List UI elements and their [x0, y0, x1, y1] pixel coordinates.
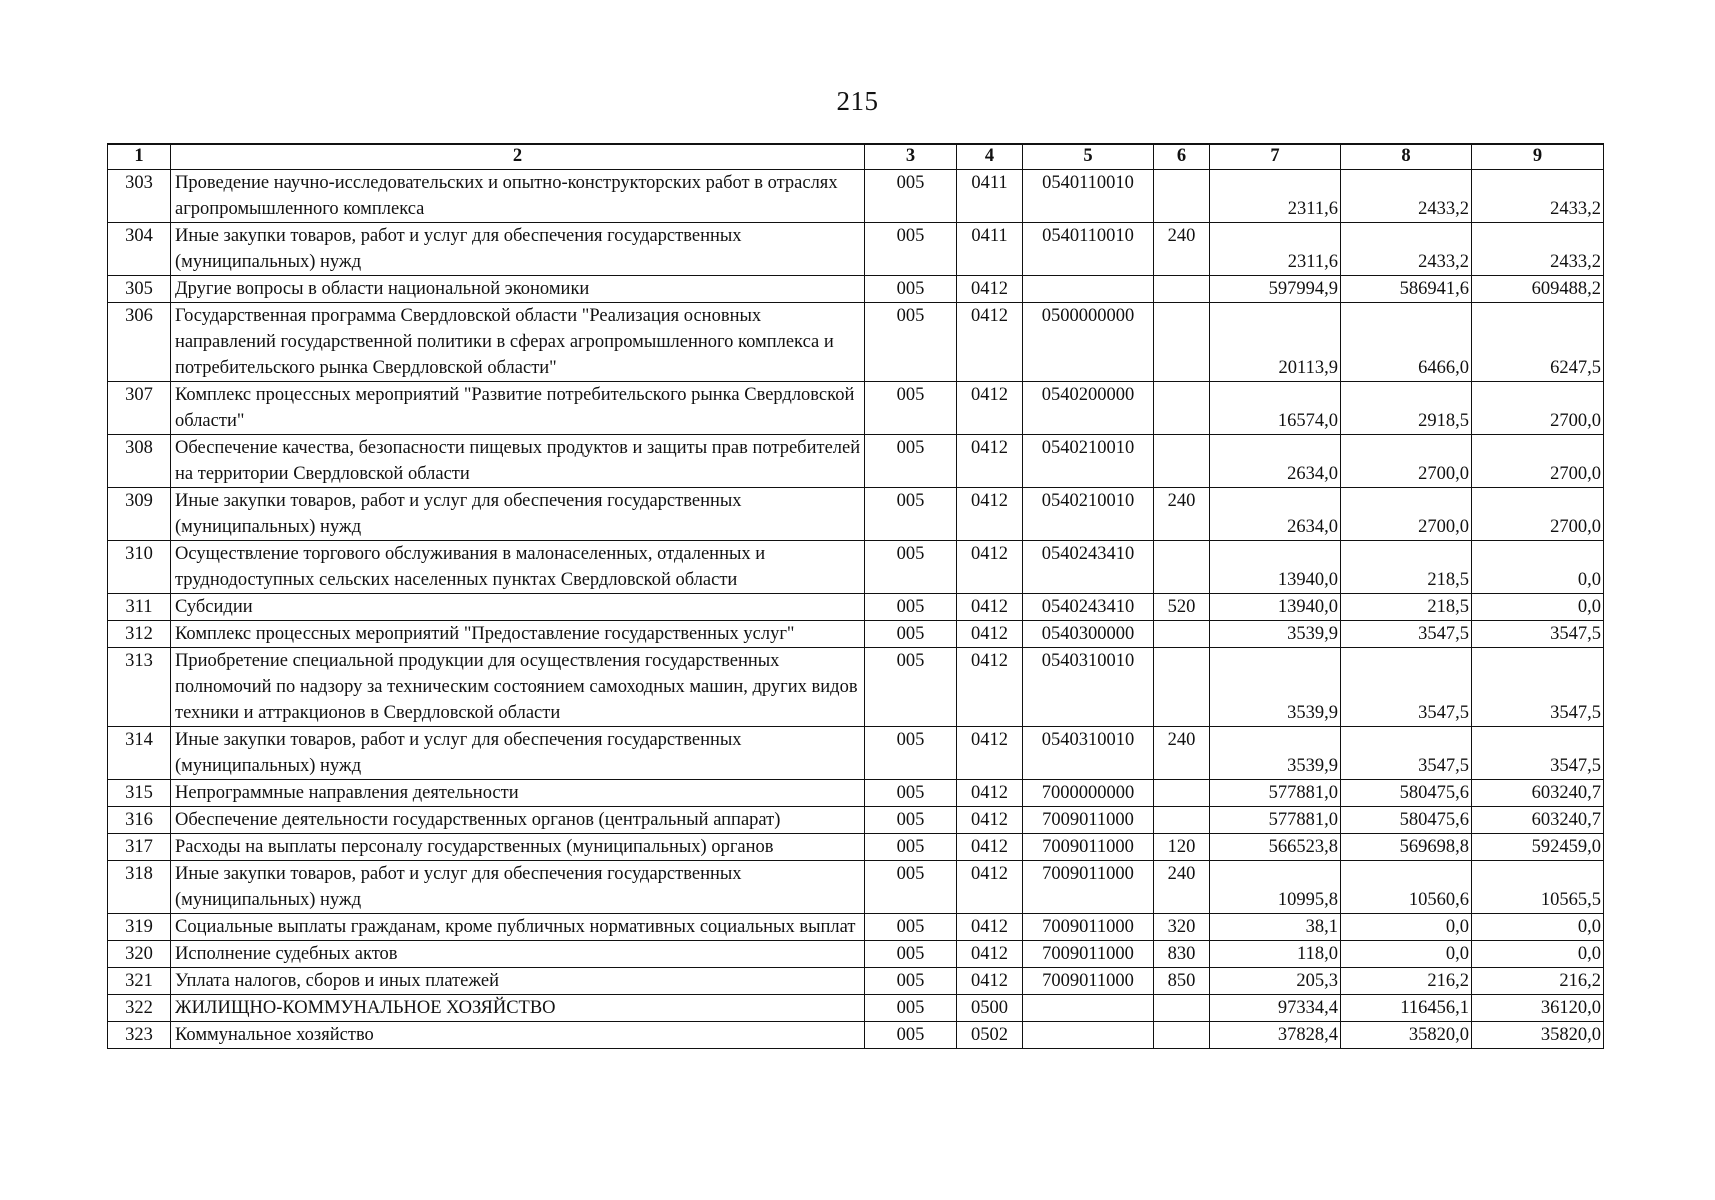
header-col-4: 4: [957, 144, 1023, 170]
table-row: [108, 435, 1604, 488]
row-col7-amount: 13940,0: [1210, 594, 1341, 621]
row-name-cell: Иные закупки товаров, работ и услуг для обеспечения государственных (муниципальных) нужд: [171, 488, 865, 541]
row-col6-cell: [1154, 303, 1210, 382]
row-number-cell: 306: [108, 303, 171, 382]
row-number-cell: 314: [108, 727, 171, 780]
row-number-cell: 316: [108, 807, 171, 834]
row-col5-cell: 0540110010: [1023, 170, 1154, 223]
row-number-cell: 308: [108, 435, 171, 488]
row-col3-cell: 005: [865, 780, 957, 807]
row-col4-cell: 0412: [957, 594, 1023, 621]
row-col3-cell: 005: [865, 303, 957, 382]
row-col9-amount: 0,0: [1472, 594, 1604, 621]
row-col3-cell: 005: [865, 382, 957, 435]
row-col4-cell: 0500: [957, 995, 1023, 1022]
row-col8-amount: 3547,5: [1341, 621, 1472, 648]
row-col7-amount: 205,3: [1210, 968, 1341, 995]
table-row: [108, 968, 1604, 995]
row-col5-cell: 7009011000: [1023, 861, 1154, 914]
table-row: [108, 303, 1604, 382]
header-col-7: 7: [1210, 144, 1341, 170]
row-col6-cell: [1154, 780, 1210, 807]
table-row: [108, 170, 1604, 223]
row-col6-cell: 240: [1154, 861, 1210, 914]
row-col6-cell: [1154, 648, 1210, 727]
row-col9-amount: 2433,2: [1472, 223, 1604, 276]
row-col8-amount: 6466,0: [1341, 303, 1472, 382]
row-col4-cell: 0412: [957, 382, 1023, 435]
row-number-cell: 315: [108, 780, 171, 807]
row-number-cell: 303: [108, 170, 171, 223]
row-col9-amount: 216,2: [1472, 968, 1604, 995]
row-col5-cell: 0540200000: [1023, 382, 1154, 435]
row-col9-amount: 2433,2: [1472, 170, 1604, 223]
row-col9-amount: 3547,5: [1472, 727, 1604, 780]
row-col4-cell: 0502: [957, 1022, 1023, 1049]
row-col3-cell: 005: [865, 834, 957, 861]
header-col-9: 9: [1472, 144, 1604, 170]
row-number-cell: 311: [108, 594, 171, 621]
row-col8-amount: 2433,2: [1341, 170, 1472, 223]
table-row: [108, 594, 1604, 621]
row-col3-cell: 005: [865, 488, 957, 541]
row-col3-cell: 005: [865, 914, 957, 941]
row-col3-cell: 005: [865, 1022, 957, 1049]
row-col7-amount: 566523,8: [1210, 834, 1341, 861]
row-name-cell: Коммунальное хозяйство: [171, 1022, 865, 1049]
row-col8-amount: 0,0: [1341, 914, 1472, 941]
row-col6-cell: [1154, 1022, 1210, 1049]
row-col8-amount: 580475,6: [1341, 780, 1472, 807]
row-name-cell: Расходы на выплаты персоналу государственных (муниципальных) органов: [171, 834, 865, 861]
row-col9-amount: 0,0: [1472, 941, 1604, 968]
table-row: [108, 861, 1604, 914]
row-col4-cell: 0412: [957, 648, 1023, 727]
header-col-8: 8: [1341, 144, 1472, 170]
row-col5-cell: 0500000000: [1023, 303, 1154, 382]
row-col5-cell: 0540243410: [1023, 541, 1154, 594]
row-number-cell: 317: [108, 834, 171, 861]
row-col4-cell: 0411: [957, 223, 1023, 276]
row-col6-cell: [1154, 435, 1210, 488]
row-col9-amount: 2700,0: [1472, 488, 1604, 541]
row-col6-cell: [1154, 807, 1210, 834]
row-name-cell: Непрограммные направления деятельности: [171, 780, 865, 807]
row-col3-cell: 005: [865, 223, 957, 276]
row-name-cell: Другие вопросы в области национальной экономики: [171, 276, 865, 303]
row-col9-amount: 35820,0: [1472, 1022, 1604, 1049]
row-col6-cell: 830: [1154, 941, 1210, 968]
row-col4-cell: 0412: [957, 303, 1023, 382]
row-col7-amount: 13940,0: [1210, 541, 1341, 594]
row-number-cell: 305: [108, 276, 171, 303]
row-col4-cell: 0412: [957, 488, 1023, 541]
row-col9-amount: 3547,5: [1472, 621, 1604, 648]
page-number: 215: [836, 86, 879, 116]
row-col6-cell: 240: [1154, 727, 1210, 780]
row-name-cell: Осуществление торгового обслуживания в малонаселенных, отдаленных и труднодоступных сельских населенных пунктах Свердловской области: [171, 541, 865, 594]
row-name-cell: Комплекс процессных мероприятий "Развитие потребительского рынка Свердловской области": [171, 382, 865, 435]
row-col4-cell: 0411: [957, 170, 1023, 223]
row-col6-cell: 520: [1154, 594, 1210, 621]
row-name-cell: ЖИЛИЩНО-КОММУНАЛЬНОЕ ХОЗЯЙСТВО: [171, 995, 865, 1022]
row-number-cell: 307: [108, 382, 171, 435]
row-col3-cell: 005: [865, 541, 957, 594]
row-col9-amount: 3547,5: [1472, 648, 1604, 727]
row-name-cell: Иные закупки товаров, работ и услуг для обеспечения государственных (муниципальных) нужд: [171, 861, 865, 914]
row-col4-cell: 0412: [957, 834, 1023, 861]
row-col4-cell: 0412: [957, 276, 1023, 303]
row-col9-amount: 36120,0: [1472, 995, 1604, 1022]
row-col8-amount: 2700,0: [1341, 435, 1472, 488]
table-body: [108, 170, 1604, 1049]
row-col5-cell: [1023, 1022, 1154, 1049]
row-col9-amount: 603240,7: [1472, 780, 1604, 807]
row-col4-cell: 0412: [957, 727, 1023, 780]
row-name-cell: Комплекс процессных мероприятий "Предоставление государственных услуг": [171, 621, 865, 648]
row-number-cell: 309: [108, 488, 171, 541]
table-row: [108, 648, 1604, 727]
row-col4-cell: 0412: [957, 435, 1023, 488]
row-number-cell: 321: [108, 968, 171, 995]
row-number-cell: 322: [108, 995, 171, 1022]
row-col5-cell: 7009011000: [1023, 968, 1154, 995]
row-col6-cell: [1154, 621, 1210, 648]
row-number-cell: 319: [108, 914, 171, 941]
row-col8-amount: 218,5: [1341, 594, 1472, 621]
row-col4-cell: 0412: [957, 968, 1023, 995]
row-name-cell: Иные закупки товаров, работ и услуг для обеспечения государственных (муниципальных) нужд: [171, 223, 865, 276]
row-col3-cell: 005: [865, 594, 957, 621]
row-col3-cell: 005: [865, 621, 957, 648]
row-col7-amount: 2634,0: [1210, 488, 1341, 541]
row-col8-amount: 3547,5: [1341, 727, 1472, 780]
row-name-cell: Субсидии: [171, 594, 865, 621]
row-col3-cell: 005: [865, 968, 957, 995]
row-col8-amount: 216,2: [1341, 968, 1472, 995]
row-col5-cell: 7009011000: [1023, 807, 1154, 834]
row-col4-cell: 0412: [957, 541, 1023, 594]
row-col9-amount: 0,0: [1472, 541, 1604, 594]
row-col3-cell: 005: [865, 435, 957, 488]
row-name-cell: Исполнение судебных актов: [171, 941, 865, 968]
row-col6-cell: [1154, 995, 1210, 1022]
row-col7-amount: 597994,9: [1210, 276, 1341, 303]
row-number-cell: 310: [108, 541, 171, 594]
row-col6-cell: 850: [1154, 968, 1210, 995]
table-row: [108, 727, 1604, 780]
row-col7-amount: 37828,4: [1210, 1022, 1341, 1049]
row-col4-cell: 0412: [957, 941, 1023, 968]
header-col-3: 3: [865, 144, 957, 170]
row-col9-amount: 592459,0: [1472, 834, 1604, 861]
row-col8-amount: 2433,2: [1341, 223, 1472, 276]
row-number-cell: 320: [108, 941, 171, 968]
row-col3-cell: 005: [865, 170, 957, 223]
header-col-5: 5: [1023, 144, 1154, 170]
row-col7-amount: 16574,0: [1210, 382, 1341, 435]
row-col3-cell: 005: [865, 995, 957, 1022]
row-col7-amount: 3539,9: [1210, 648, 1341, 727]
row-number-cell: 323: [108, 1022, 171, 1049]
table-row: [108, 834, 1604, 861]
row-col7-amount: 2311,6: [1210, 170, 1341, 223]
row-col4-cell: 0412: [957, 621, 1023, 648]
table-row: [108, 223, 1604, 276]
row-col6-cell: [1154, 276, 1210, 303]
row-col3-cell: 005: [865, 276, 957, 303]
row-col7-amount: 2634,0: [1210, 435, 1341, 488]
table-row: [108, 1022, 1604, 1049]
row-col4-cell: 0412: [957, 861, 1023, 914]
table-header-row: [108, 144, 1604, 170]
table-row: [108, 541, 1604, 594]
row-col8-amount: 2700,0: [1341, 488, 1472, 541]
row-col9-amount: 6247,5: [1472, 303, 1604, 382]
row-col8-amount: 580475,6: [1341, 807, 1472, 834]
row-name-cell: Проведение научно-исследовательских и опытно-конструкторских работ в отраслях агропромышленного комплекса: [171, 170, 865, 223]
row-col7-amount: 97334,4: [1210, 995, 1341, 1022]
row-col4-cell: 0412: [957, 807, 1023, 834]
row-col6-cell: [1154, 382, 1210, 435]
row-col7-amount: 577881,0: [1210, 807, 1341, 834]
row-col4-cell: 0412: [957, 780, 1023, 807]
row-col6-cell: [1154, 170, 1210, 223]
row-col6-cell: 120: [1154, 834, 1210, 861]
row-col7-amount: 3539,9: [1210, 621, 1341, 648]
row-col5-cell: 0540300000: [1023, 621, 1154, 648]
budget-table: [107, 143, 1604, 1049]
row-name-cell: Уплата налогов, сборов и иных платежей: [171, 968, 865, 995]
row-col9-amount: 0,0: [1472, 914, 1604, 941]
row-col5-cell: 7009011000: [1023, 914, 1154, 941]
row-col7-amount: 118,0: [1210, 941, 1341, 968]
row-col8-amount: 116456,1: [1341, 995, 1472, 1022]
table-row: [108, 807, 1604, 834]
row-col8-amount: 10560,6: [1341, 861, 1472, 914]
row-col3-cell: 005: [865, 727, 957, 780]
row-col8-amount: 218,5: [1341, 541, 1472, 594]
table-row: [108, 914, 1604, 941]
row-col8-amount: 0,0: [1341, 941, 1472, 968]
row-col3-cell: 005: [865, 807, 957, 834]
header-col-1: 1: [108, 144, 171, 170]
row-col7-amount: 2311,6: [1210, 223, 1341, 276]
row-col5-cell: [1023, 276, 1154, 303]
row-col5-cell: 7000000000: [1023, 780, 1154, 807]
row-name-cell: Социальные выплаты гражданам, кроме публичных нормативных социальных выплат: [171, 914, 865, 941]
row-name-cell: Обеспечение деятельности государственных органов (центральный аппарат): [171, 807, 865, 834]
row-col8-amount: 35820,0: [1341, 1022, 1472, 1049]
row-col5-cell: 7009011000: [1023, 941, 1154, 968]
row-number-cell: 304: [108, 223, 171, 276]
row-col5-cell: 0540210010: [1023, 488, 1154, 541]
table-row: [108, 995, 1604, 1022]
row-col9-amount: 603240,7: [1472, 807, 1604, 834]
row-col5-cell: 0540310010: [1023, 727, 1154, 780]
row-col9-amount: 2700,0: [1472, 435, 1604, 488]
row-name-cell: Приобретение специальной продукции для осуществления государственных полномочий по надзору за техническим состоянием самоходных машин, других видов техники и аттракционов в Свердловской области: [171, 648, 865, 727]
row-name-cell: Иные закупки товаров, работ и услуг для обеспечения государственных (муниципальных) нужд: [171, 727, 865, 780]
table-row: [108, 780, 1604, 807]
table-row: [108, 276, 1604, 303]
row-col7-amount: 10995,8: [1210, 861, 1341, 914]
row-col3-cell: 005: [865, 648, 957, 727]
row-col6-cell: 320: [1154, 914, 1210, 941]
table-row: [108, 382, 1604, 435]
row-col4-cell: 0412: [957, 914, 1023, 941]
row-col5-cell: 7009011000: [1023, 834, 1154, 861]
table-row: [108, 488, 1604, 541]
row-col9-amount: 609488,2: [1472, 276, 1604, 303]
row-col6-cell: [1154, 541, 1210, 594]
row-col6-cell: 240: [1154, 223, 1210, 276]
row-col6-cell: 240: [1154, 488, 1210, 541]
row-col8-amount: 2918,5: [1341, 382, 1472, 435]
table-row: [108, 941, 1604, 968]
header-col-2: 2: [171, 144, 865, 170]
row-col5-cell: 0540110010: [1023, 223, 1154, 276]
row-name-cell: Обеспечение качества, безопасности пищевых продуктов и защиты прав потребителей на территории Свердловской области: [171, 435, 865, 488]
row-col8-amount: 586941,6: [1341, 276, 1472, 303]
row-col7-amount: 577881,0: [1210, 780, 1341, 807]
row-col5-cell: 0540210010: [1023, 435, 1154, 488]
row-number-cell: 313: [108, 648, 171, 727]
row-number-cell: 312: [108, 621, 171, 648]
row-col7-amount: 3539,9: [1210, 727, 1341, 780]
header-col-6: 6: [1154, 144, 1210, 170]
row-name-cell: Государственная программа Свердловской области "Реализация основных направлений государственной политики в сферах агропромышленного комплекса и потребительского рынка Свердловской области": [171, 303, 865, 382]
row-col5-cell: 0540243410: [1023, 594, 1154, 621]
table-row: [108, 621, 1604, 648]
row-col9-amount: 10565,5: [1472, 861, 1604, 914]
row-col3-cell: 005: [865, 941, 957, 968]
row-col7-amount: 20113,9: [1210, 303, 1341, 382]
row-col8-amount: 3547,5: [1341, 648, 1472, 727]
row-col5-cell: [1023, 995, 1154, 1022]
row-col7-amount: 38,1: [1210, 914, 1341, 941]
row-col5-cell: 0540310010: [1023, 648, 1154, 727]
row-col8-amount: 569698,8: [1341, 834, 1472, 861]
row-col3-cell: 005: [865, 861, 957, 914]
row-col9-amount: 2700,0: [1472, 382, 1604, 435]
row-number-cell: 318: [108, 861, 171, 914]
